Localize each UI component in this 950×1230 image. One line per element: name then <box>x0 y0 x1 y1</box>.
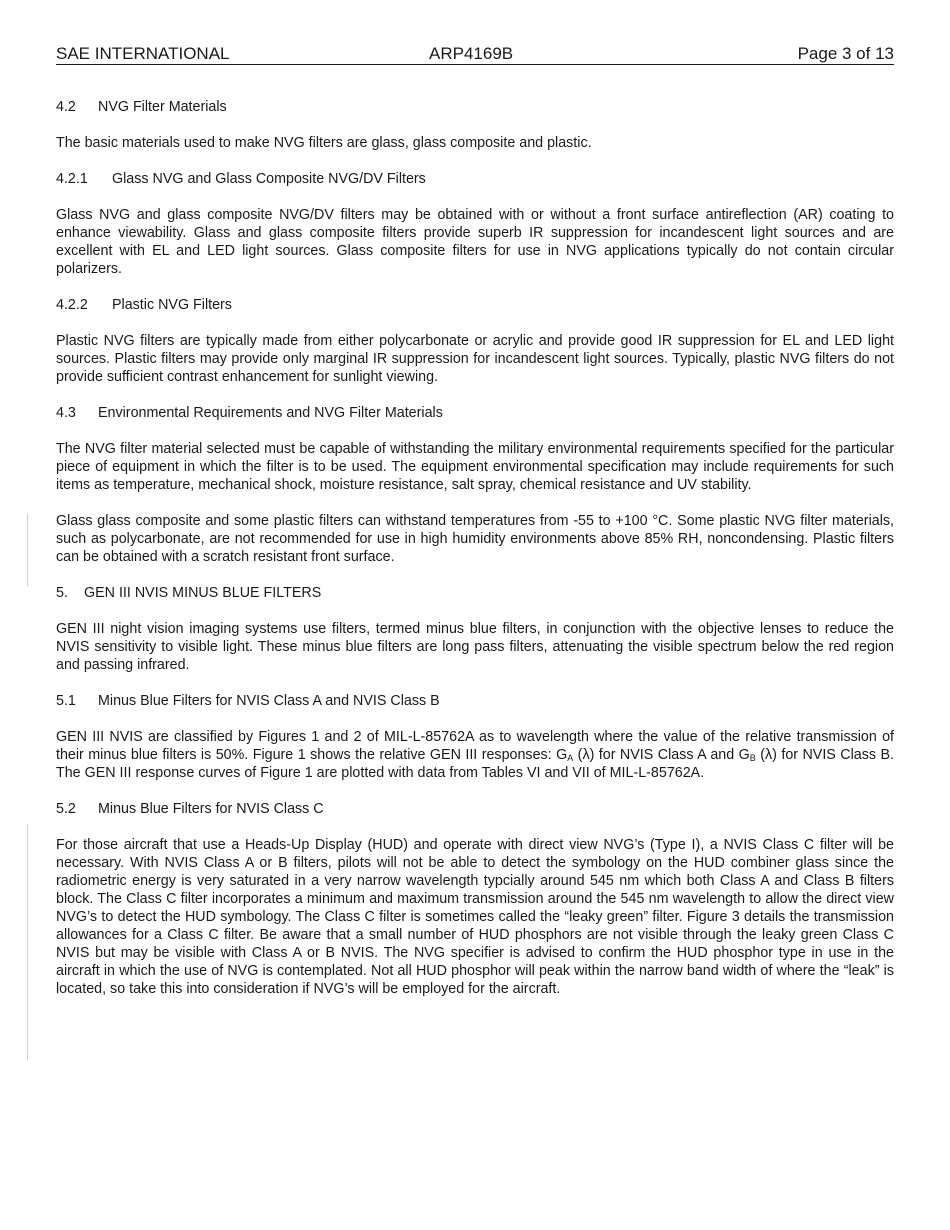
document-body <box>56 98 894 1016</box>
paragraph: GEN III night vision imaging systems use filters, termed minus blue filters, in conjunction with the objective lenses to reduce the NVIS sensitivity to visible light. These minus blue filters are long pass filters, attenuating the visible spectrum below the red region and passing infrared. <box>56 621 894 673</box>
paragraph: Glass NVG and glass composite NVG/DV filters may be obtained with or without a front surface antireflection (AR) coating to enhance viewability. Glass and glass composite filters provide superb IR suppression for incandescent light sources and are excellent with EL and LED light sources. Glass composite filters for use in NVG applications typically do not contain circular polarizers. <box>56 207 894 277</box>
section-heading-5-1: 5.1 Minus Blue Filters for NVIS Class A and NVIS Class B <box>56 693 440 709</box>
section-heading-4-2-2: 4.2.2 Plastic NVG Filters <box>56 297 232 313</box>
paragraph: Plastic NVG filters are typically made from either polycarbonate or acrylic and provide good IR suppression for EL and LED light sources. Plastic filters may provide only marginal IR suppression for incandescent light sources. Typically, plastic NVG filters do not provide sufficient contrast enhancement for sunlight viewing. <box>56 333 894 385</box>
section-heading-5-2: 5.2 Minus Blue Filters for NVIS Class C <box>56 801 324 817</box>
change-bar <box>27 824 28 1060</box>
section-heading-4-3: 4.3 Environmental Requirements and NVG Filter Materials <box>56 405 443 421</box>
section-heading-5: 5. GEN III NVIS MINUS BLUE FILTERS <box>56 585 322 601</box>
paragraph: Glass glass composite and some plastic filters can withstand temperatures from -55 to +100 °C. Some plastic NVG filter materials, such as polycarbonate, are not recommended for use in high humidity environments above 85% RH, noncondensing. Plastic filters can be obtained with a scratch resistant front surface. <box>56 513 894 565</box>
header-organization: SAE INTERNATIONAL <box>56 44 230 63</box>
change-bar <box>27 514 28 586</box>
page-header <box>56 44 894 65</box>
section-heading-4-2: 4.2 NVG Filter Materials <box>56 99 227 115</box>
header-document-id: ARP4169B <box>429 44 514 63</box>
section-heading-4-2-1: 4.2.1 Glass NVG and Glass Composite NVG/DV Filters <box>56 171 426 187</box>
paragraph: The basic materials used to make NVG filters are glass, glass composite and plastic. <box>56 135 592 151</box>
paragraph: The NVG filter material selected must be capable of withstanding the military environmental requirements specified for the particular piece of equipment in which the filter is to be used. The equipment environmental specification may include requirements for such items as temperature, mechanical shock, moisture resistance, salt spray, chemical resistance and UV stability. <box>56 441 894 493</box>
header-page-number: Page 3 of 13 <box>797 44 894 63</box>
paragraph: For those aircraft that use a Heads-Up Display (HUD) and operate with direct view NVG’s (Type I), a NVIS Class C filter will be necessary. With NVIS Class A or B filters, pilots will not be able to detect the symbology on the HUD combiner glass since the radiometric energy is very saturated in a very narrow wavelength typcially around 545 nm which both Class A and Class B filters block. The Class C filter incorporates a minimum and maximum transmission around the 545 nm wavelength to allow the direct view NVG’s to detect the HUD symbology. The Class C filter is sometimes called the “leaky green” filter. Figure 3 details the transmission allowances for a Class C filter. Be aware that a small number of HUD phosphors are not visible through the leaky green Class C NVIS but may be visible with Class A or B NVIS. The NVG specifier is advised to confirm the HUD phosphor type in use in the aircraft in which the use of NVG is contemplated. Not all HUD phosphor will peak within the narrow band width of where the “leak” is located, so take this into consideration if NVG’s will be employed for the aircraft. <box>56 837 894 997</box>
paragraph: GEN III NVIS are classified by Figures 1 and 2 of MIL-L-85762A as to wavelength where the value of the relative transmission of their minus blue filters is 50%. Figure 1 shows the relative GEN III responses: $G_A$ (λ) for NVIS Class A and $G_B$ (λ) for NVIS Class B. The GEN III response curves of Figure 1 are plotted with data from Tables VI and VII of MIL-L-85762A. <box>56 729 894 781</box>
